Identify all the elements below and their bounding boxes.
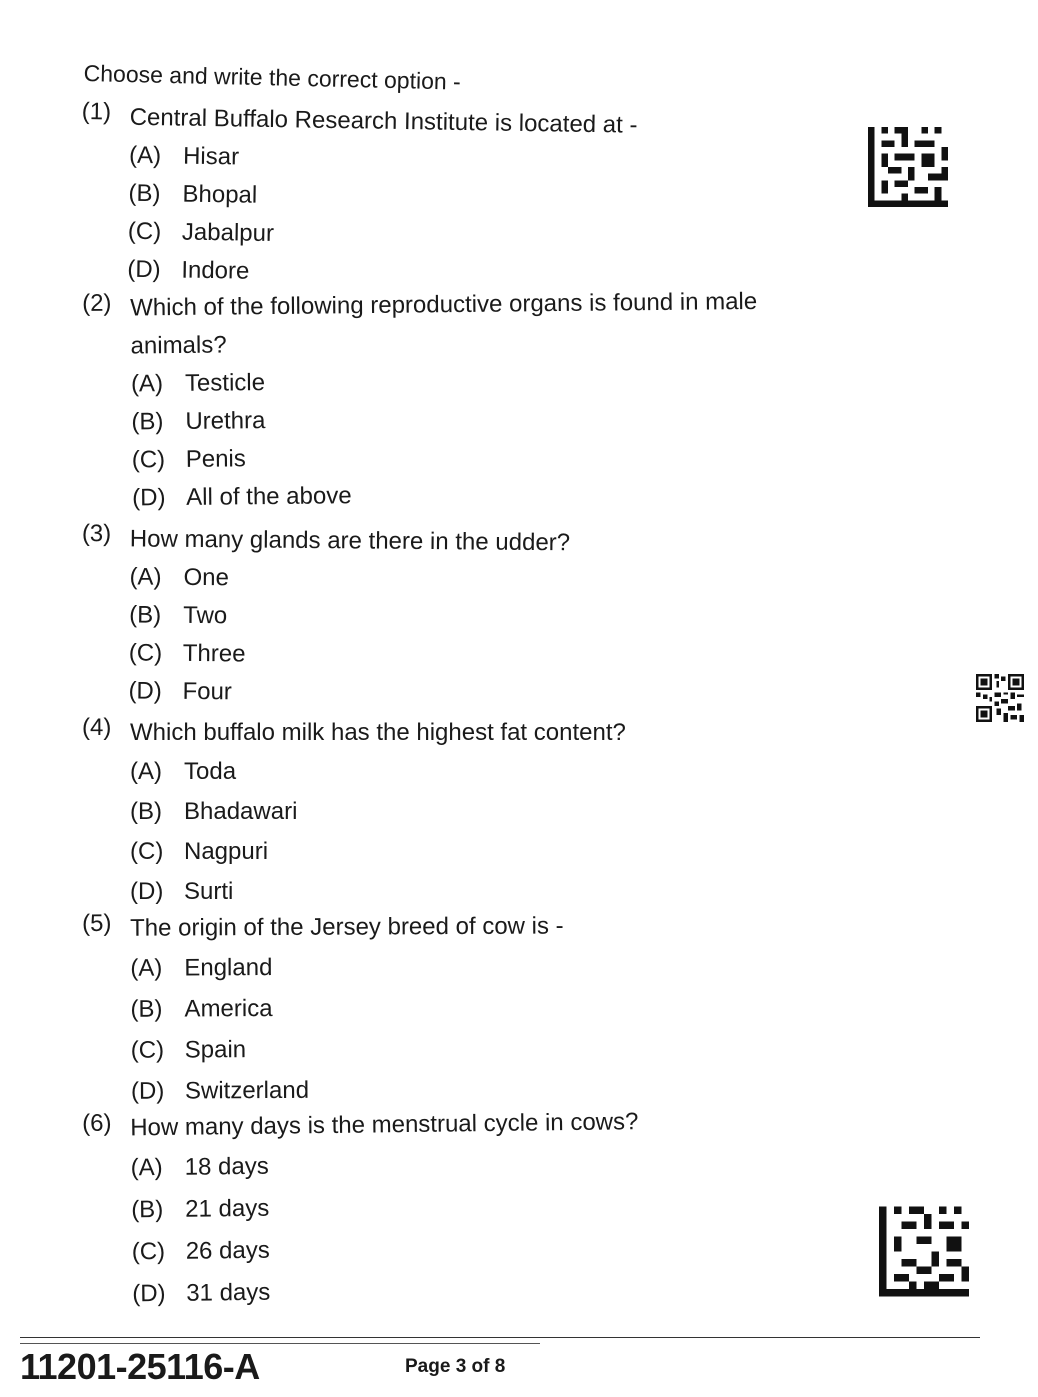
option xyxy=(130,752,840,792)
question-3 xyxy=(80,520,840,717)
option xyxy=(130,832,840,872)
option xyxy=(129,596,839,640)
question-4 xyxy=(82,714,840,912)
question-text: How many glands are there in the udder? xyxy=(129,525,571,557)
option-text: One xyxy=(183,563,229,592)
option-text: America xyxy=(184,995,273,1023)
option xyxy=(131,1026,841,1071)
question-text: Which buffalo milk has the highest fat content? xyxy=(130,719,626,746)
question-text: How many days is the menstrual cycle in cows? xyxy=(130,1108,639,1142)
option-letter: (C) xyxy=(127,217,162,246)
option-text: All of the above xyxy=(186,482,352,511)
option-letter: (A) xyxy=(130,758,162,785)
option-text: Nagpuri xyxy=(184,838,269,865)
question-1 xyxy=(79,98,840,300)
option xyxy=(129,634,839,678)
option-letter: (C) xyxy=(131,1237,166,1266)
option-text: Two xyxy=(183,601,228,630)
question-number: (3) xyxy=(81,520,112,548)
option-letter: (B) xyxy=(130,995,163,1023)
option-letter: (B) xyxy=(129,601,162,629)
option-text: 18 days xyxy=(184,1152,269,1181)
option-letter: (D) xyxy=(132,484,166,512)
option-letter: (A) xyxy=(130,954,163,982)
qr-code xyxy=(975,674,1025,722)
option-letter: (A) xyxy=(128,141,162,170)
option-letter: (B) xyxy=(131,1196,164,1224)
page-number: Page 3 of 8 xyxy=(405,1356,506,1377)
question-5 xyxy=(82,906,841,1112)
option-text: Spain xyxy=(184,1036,247,1064)
option xyxy=(132,472,842,517)
option-letter: (D) xyxy=(130,1077,165,1105)
question-6 xyxy=(82,1101,842,1316)
option xyxy=(128,672,838,716)
option xyxy=(129,558,839,602)
option-text: 31 days xyxy=(186,1278,271,1307)
option-letter: (A) xyxy=(130,1154,163,1182)
footer-divider xyxy=(20,1337,980,1338)
option-text: England xyxy=(184,954,273,982)
question-number: (6) xyxy=(82,1109,112,1137)
option-text: Toda xyxy=(184,758,237,785)
option-text: Indore xyxy=(181,256,250,285)
option-letter: (D) xyxy=(130,878,164,905)
option-letter: (C) xyxy=(128,639,163,667)
option-letter: (A) xyxy=(129,563,162,591)
question-number: (1) xyxy=(81,98,112,126)
option-letter: (B) xyxy=(131,408,164,436)
option-text: Four xyxy=(182,677,232,706)
datamatrix-barcode-bottom xyxy=(879,1205,969,1298)
question-text: Central Buffalo Research Institute is located at - xyxy=(129,103,638,139)
option-text: 21 days xyxy=(185,1194,270,1223)
option-letter: (B) xyxy=(128,179,161,208)
option xyxy=(132,1265,842,1316)
question-number: (5) xyxy=(82,909,112,937)
option-text: Testicle xyxy=(184,369,266,397)
footer-divider-secondary xyxy=(20,1343,540,1344)
option-text: Jabalpur xyxy=(181,218,275,248)
option-text: Switzerland xyxy=(184,1076,310,1105)
option-text: Three xyxy=(182,639,246,668)
option-letter: (A) xyxy=(130,370,164,398)
question-number: (2) xyxy=(82,289,112,317)
instruction: Choose and write the correct option - xyxy=(83,60,462,95)
question-number: (4) xyxy=(82,714,112,741)
option-text: Hisar xyxy=(182,142,240,171)
option-text: Urethra xyxy=(185,407,266,435)
option-text: Surti xyxy=(184,878,234,905)
option-text: 26 days xyxy=(185,1236,270,1265)
option-letter: (D) xyxy=(127,255,161,284)
paper-code: 11201-25116-A xyxy=(20,1346,260,1387)
option-letter: (C) xyxy=(130,1036,165,1064)
question-text: Which of the following reproductive organs is found in male animals? xyxy=(130,287,758,360)
question-2 xyxy=(82,282,842,518)
option xyxy=(130,792,840,832)
question-text: The origin of the Jersey breed of cow is - xyxy=(130,912,564,942)
option-text: Penis xyxy=(185,445,246,473)
option-letter: (C) xyxy=(131,446,166,474)
option-letter: (D) xyxy=(128,677,162,705)
datamatrix-barcode-top xyxy=(867,127,949,207)
option-text: Bhadawari xyxy=(184,798,298,825)
option xyxy=(130,944,840,989)
option xyxy=(130,985,840,1030)
option-text: Bhopal xyxy=(182,180,258,209)
option-letter: (C) xyxy=(130,838,164,865)
option-letter: (D) xyxy=(132,1279,166,1308)
option-letter: (B) xyxy=(130,798,162,825)
